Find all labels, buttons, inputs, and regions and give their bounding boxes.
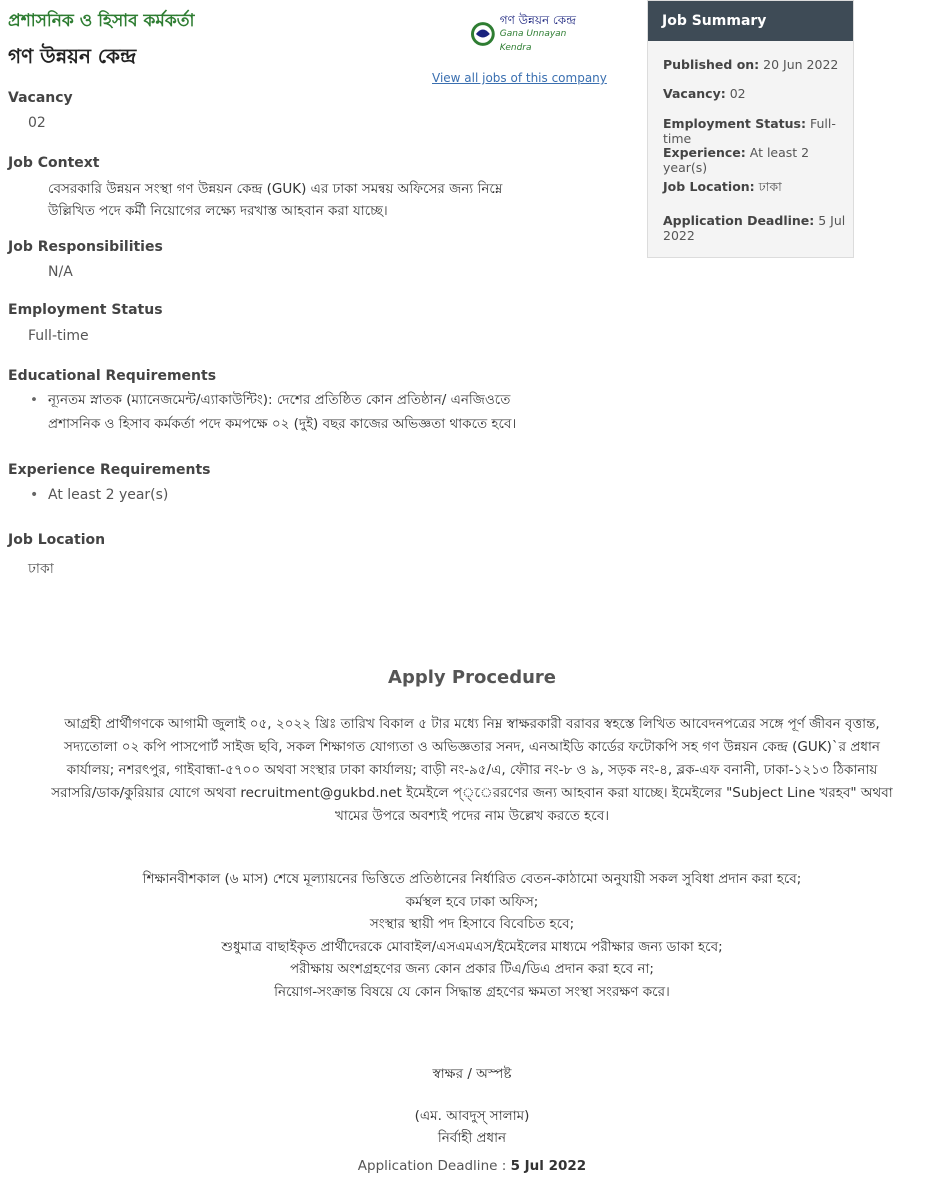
view-all-jobs-link[interactable]: View all jobs of this company xyxy=(432,71,607,85)
application-deadline xyxy=(0,1158,940,1174)
employment-status-value: Full-time xyxy=(28,328,89,344)
job-summary-title: Job Summary xyxy=(648,1,853,41)
apply-paragraph-line: সরাসরি/ডাক/কুরিয়ার যোগে অথবা recruitment@gukbd.net ইমেইলে প্্েররণের জন্য আহবান করা যাচ্ছে। ইমেইলের "Subject Line খরহব" অথবা xyxy=(51,785,893,801)
location-value: ঢাকা xyxy=(28,561,54,577)
deadline-label: Application Deadline : xyxy=(357,1158,507,1174)
apply-condition-item: পরীক্ষায় অংশগ্রহণের জন্য কোন প্রকার টিএ/ডিএ প্রদান করা হবে না; xyxy=(290,961,654,977)
apply-paragraph-line: সদ্যতোলা ০২ কপি পাসপোর্ট সাইজ ছবি, সকল শিক্ষাগত যোগ্যতা ও অভিজ্ঞতার সনদ, এনআইডি কার্ডের ফটোকপি সহ গণ উন্নয়ন কেন্দ্র (GUK)`র প্রধান xyxy=(64,739,880,755)
job-context-line-2: উল্লিখিত পদে কর্মী নিয়োগের লক্ষ্যে দরখাস্ত আহবান করা যাচ্ছে। xyxy=(48,203,388,219)
summary-published-label: Published on: xyxy=(663,57,760,72)
vacancy-value: 02 xyxy=(28,115,46,131)
apply-paragraph xyxy=(10,713,934,828)
responsibilities-heading: Job Responsibilities xyxy=(8,239,163,255)
apply-condition-item: শুধুমাত্র বাছাইকৃত প্রার্থীদেরকে মোবাইল/এসএমএস/ইমেইলের মাধ্যমে পরীক্ষার জন্য ডাকা হবে; xyxy=(221,938,723,955)
experience-heading: Experience Requirements xyxy=(8,462,211,478)
education-heading: Educational Requirements xyxy=(8,368,217,384)
responsibilities-value: N/A xyxy=(48,264,73,280)
summary-published-value: 20 Jun 2022 xyxy=(763,57,839,72)
company-name: গণ উন্নয়ন কেন্দ্র xyxy=(8,44,137,68)
experience-value: • At least 2 year(s) xyxy=(48,487,168,503)
apply-condition-item: নিয়োগ-সংক্রান্ত বিষয়ে যে কোন সিদ্ধান্ত গ্রহণের ক্ষমতা সংস্থা সংরক্ষণ করে। xyxy=(274,983,670,1000)
logo-icon xyxy=(470,19,496,49)
summary-status xyxy=(663,116,853,146)
apply-condition-item: কর্মস্থল হবে ঢাকা অফিস; xyxy=(405,893,539,910)
deadline-value: 5 Jul 2022 xyxy=(510,1158,587,1174)
summary-location-label: Job Location: xyxy=(663,179,755,194)
vacancy-heading: Vacancy xyxy=(8,90,73,106)
summary-deadline-value: 5 Jul 2022 xyxy=(663,213,846,243)
education-line-1: • ন্যূনতম স্নাতক (ম্যানেজমেন্ট/এ্যাকাউন্টিং): দেশের প্রতিষ্ঠিত কোন প্রতিষ্ঠান/ এনজিওতে xyxy=(48,387,510,413)
employment-status-heading: Employment Status xyxy=(8,302,163,318)
logo-bn-text: গণ উন্নয়ন কেন্দ্র xyxy=(499,13,576,27)
apply-condition-item: সংস্থার স্থায়ী পদ হিসাবে বিবেচিত হবে; xyxy=(369,916,575,932)
signatory-name: (এম. আবদুস্ সালাম) xyxy=(414,1108,530,1124)
summary-status-value: Full-time xyxy=(663,116,836,146)
summary-status-label: Employment Status: xyxy=(663,116,806,131)
apply-paragraph-line: খামের উপরে অবশ্যই পদের নাম উল্লেখ করতে হবে। xyxy=(334,808,610,824)
job-summary-panel xyxy=(647,0,854,258)
summary-experience xyxy=(663,145,853,175)
summary-deadline-label: Application Deadline: xyxy=(663,213,815,228)
job-context-line-1: বেসরকারি উন্নয়ন সংস্থা গণ উন্নয়ন কেন্দ্র (GUK) এর ঢাকা সমন্বয় অফিসের জন্য নিম্নে xyxy=(48,181,503,197)
signatory-title: নির্বাহী প্রধান xyxy=(437,1130,507,1146)
location-heading: Job Location xyxy=(8,532,106,548)
education-line-2: প্রশাসনিক ও হিসাব কর্মকর্তা পদে কমপক্ষে ০২ (দুই) বছর কাজের অভিজ্ঞতা থাকতে হবে। xyxy=(48,416,517,432)
apply-conditions-list xyxy=(10,868,934,1003)
job-title: প্রশাসনিক ও হিসাব কর্মকর্তা xyxy=(8,11,195,31)
apply-paragraph-line: আগ্রহী প্রার্থীগণকে আগামী জুলাই ০৫, ২০২২ খ্রিঃ তারিখ বিকাল ৫ টার মধ্যে নিম্ন স্বাক্ষরকারী বরাবর স্বহস্তে লিখিত আবেদনপত্রের সঙ্গে পূর্ণ জীবন বৃত্তান্ত, xyxy=(64,716,880,732)
signature: স্বাক্ষর / অস্পষ্ট xyxy=(432,1066,512,1082)
summary-experience-value: At least 2 year(s) xyxy=(663,145,810,175)
summary-location xyxy=(663,179,782,199)
summary-published xyxy=(663,57,838,72)
company-logo xyxy=(470,13,600,53)
summary-vacancy-label: Vacancy: xyxy=(663,86,726,101)
summary-vacancy xyxy=(663,86,746,101)
summary-location-value: ঢাকা xyxy=(758,179,782,194)
summary-deadline xyxy=(663,213,853,243)
logo-en-text: Gana Unnayan Kendra xyxy=(499,29,567,53)
job-context-heading: Job Context xyxy=(8,155,100,171)
apply-procedure-heading: Apply Procedure xyxy=(388,667,556,688)
apply-condition-item: শিক্ষানবীশকাল (৬ মাস) শেষে মূল্যায়নের ভিত্তিতে প্রতিষ্ঠানের নির্ধারিত বেতন-কাঠামো অনুযায়ী সকল সুবিধা প্রদান করা হবে; xyxy=(142,871,802,887)
apply-paragraph-line: কার্যালয়; নশরৎপুর, গাইবান্ধা-৫৭০০ অথবা সংস্থার ঢাকা কার্যালয়; বাড়ী নং-৯৫/এ, ফৌার নং-৮ ও ৯, সড়ক নং-৪, ব্লক-এফ বনানী, ঢাকা-১২১৩ ঠিকানায় xyxy=(66,762,878,778)
summary-experience-label: Experience: xyxy=(663,145,746,160)
summary-vacancy-value: 02 xyxy=(729,86,746,101)
